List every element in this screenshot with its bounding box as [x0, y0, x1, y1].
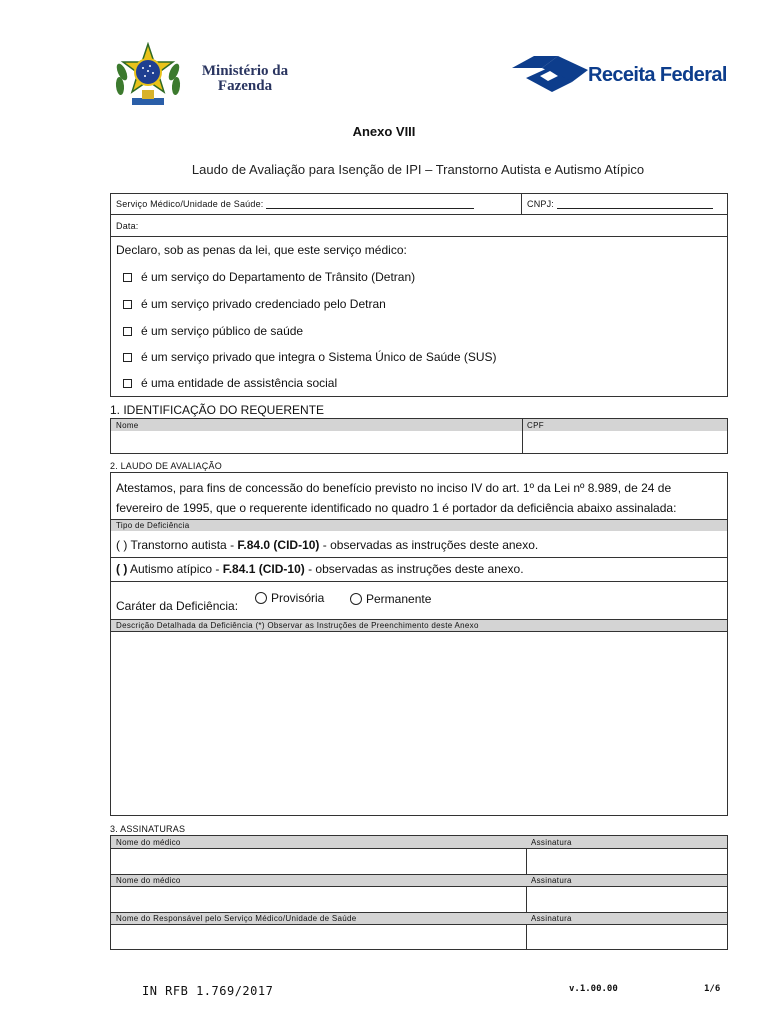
cnpj-field[interactable] — [557, 200, 713, 209]
coat-of-arms-icon — [112, 42, 184, 114]
evaluation-report-box — [110, 472, 728, 816]
deficiency-option-atypical[interactable]: ( ) Autismo atípico - F.84.1 (CID-10) - observadas as instruções deste anexo. — [116, 562, 524, 576]
cnpj-label: CNPJ: — [527, 199, 555, 209]
service-option[interactable]: é um serviço público de saúde — [123, 324, 303, 338]
description-field[interactable] — [111, 632, 727, 815]
description-label: Descrição Detalhada da Deficiência (*) Observar as Instruções de Preenchimento deste Anexo — [116, 621, 479, 630]
cpf-field[interactable] — [523, 431, 727, 453]
attestation-line1: Atestamos, para fins de concessão do benefício previsto no inciso IV do art. 1º da Lei nº 8.989, de 24 de — [116, 481, 672, 495]
service-declaration-box — [110, 193, 728, 397]
name-label: Nome — [116, 421, 139, 430]
annex-title: Anexo VIII — [352, 124, 416, 139]
deficiency-option-autistic[interactable]: ( ) Transtorno autista - F.84.0 (CID-10) - observadas as instruções deste anexo. — [116, 538, 539, 552]
date-label: Data: — [116, 221, 139, 231]
option-checkbox[interactable] — [123, 379, 132, 388]
service-field[interactable] — [266, 200, 474, 209]
section2-title: 2. LAUDO DE AVALIAÇÃO — [110, 461, 222, 471]
radio-provisional-circle[interactable] — [255, 592, 267, 604]
footer-version: v.1.00.00 — [569, 984, 618, 994]
service-option[interactable]: é um serviço privado que integra o Sistema Único de Saúde (SUS) — [123, 350, 497, 364]
receita-federal-brand: Receita Federal — [588, 64, 727, 86]
service-label: Serviço Médico/Unidade de Saúde: — [116, 199, 264, 209]
signature-label: Assinatura — [531, 914, 572, 923]
ministry-logo — [112, 42, 184, 114]
footer-reference: IN RFB 1.769/2017 — [142, 984, 274, 998]
responsible-name-label: Nome do Responsável pelo Serviço Médico/Unidade de Saúde — [116, 914, 357, 923]
receita-emblem-icon — [512, 54, 590, 94]
option-checkbox[interactable] — [123, 273, 132, 282]
signature-field[interactable] — [527, 887, 727, 911]
responsible-name-field[interactable] — [111, 925, 526, 949]
signature-field[interactable] — [527, 925, 727, 949]
option-checkbox[interactable] — [123, 353, 132, 362]
doctor-name-label: Nome do médico — [116, 876, 181, 885]
doctor-name-field[interactable] — [111, 849, 526, 873]
signature-field[interactable] — [527, 849, 727, 873]
receita-federal-logo — [512, 54, 728, 94]
applicant-identification-table — [110, 418, 728, 454]
ministry-name-line2: Fazenda — [217, 78, 273, 94]
service-option[interactable]: é uma entidade de assistência social — [123, 376, 337, 390]
declaration-text: Declaro, sob as penas da lei, que este serviço médico: — [116, 243, 407, 257]
option-checkbox[interactable] — [123, 327, 132, 336]
section1-title: 1. IDENTIFICAÇÃO DO REQUERENTE — [110, 403, 325, 417]
radio-provisional[interactable]: Provisória — [255, 591, 324, 605]
deficiency-character-label: Caráter da Deficiência: — [116, 599, 239, 613]
radio-permanent[interactable]: Permanente — [350, 592, 431, 606]
footer-page: 1/6 — [704, 984, 721, 994]
ministry-name-line1: Ministério da — [201, 63, 289, 79]
doctor-name-field[interactable] — [111, 887, 526, 911]
form-title: Laudo de Avaliação para Isenção de IPI – Transtorno Autista e Autismo Atípico — [191, 162, 645, 177]
radio-permanent-circle[interactable] — [350, 593, 362, 605]
doctor-name-label: Nome do médico — [116, 838, 181, 847]
service-option[interactable]: é um serviço privado credenciado pelo Detran — [123, 297, 386, 311]
deficiency-type-label: Tipo de Deficiência — [116, 521, 190, 530]
section3-title: 3. ASSINATURAS — [110, 824, 186, 834]
signature-label: Assinatura — [531, 838, 572, 847]
service-option[interactable]: é um serviço do Departamento de Trânsito (Detran) — [123, 270, 415, 284]
option-checkbox[interactable] — [123, 300, 132, 309]
cpf-label: CPF — [527, 421, 544, 430]
signatures-table — [110, 835, 728, 950]
signature-label: Assinatura — [531, 876, 572, 885]
name-field[interactable] — [111, 431, 522, 453]
attestation-line2: fevereiro de 1995, que o requerente identificado no quadro 1 é portador da deficiência abaixo assinalada: — [116, 501, 677, 515]
